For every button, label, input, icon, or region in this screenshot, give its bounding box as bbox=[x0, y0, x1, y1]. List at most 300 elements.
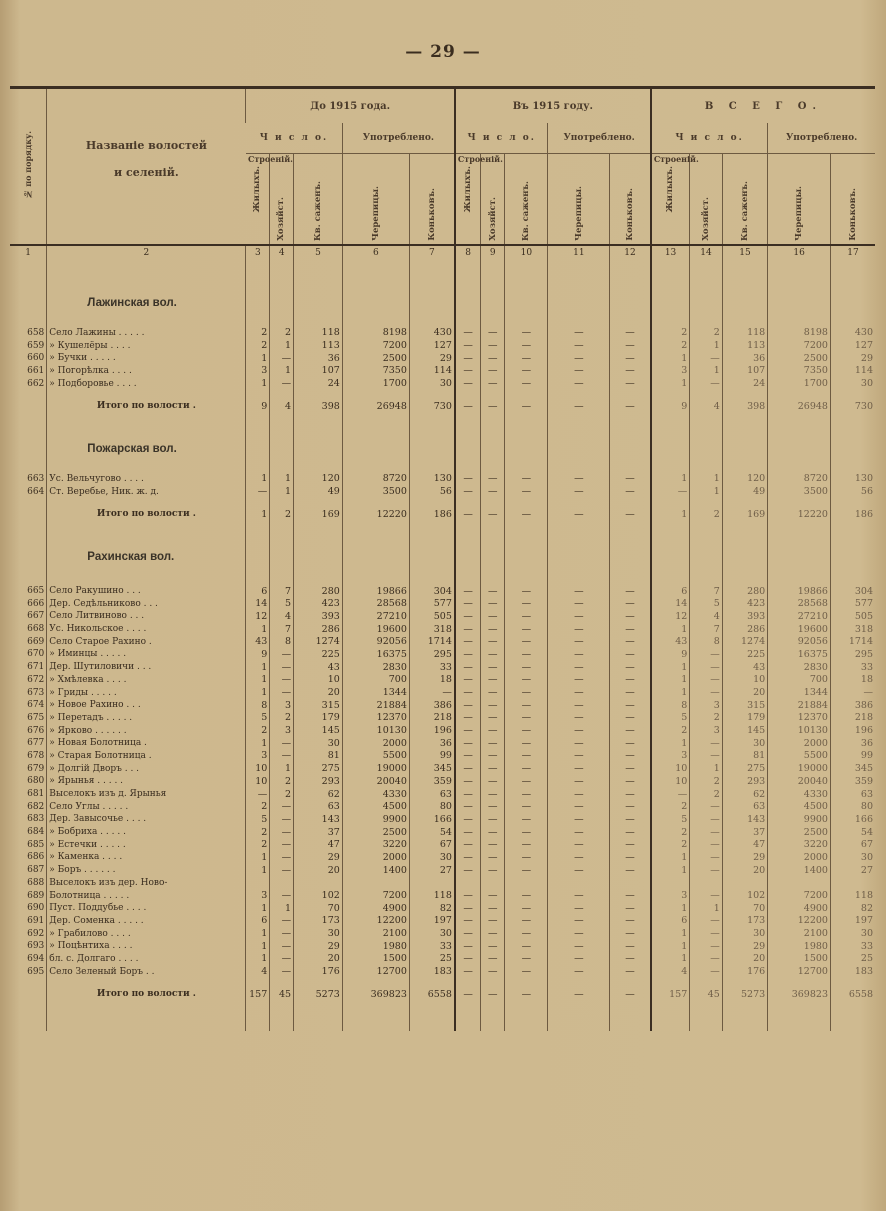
spacer-cell bbox=[270, 1001, 294, 1031]
empty-1915-cell: — bbox=[610, 686, 651, 699]
total-all: 9 bbox=[651, 400, 690, 413]
spacer-cell bbox=[409, 498, 455, 508]
empty-1915-cell: — bbox=[481, 940, 505, 953]
total-before-1915: 1 bbox=[246, 508, 270, 521]
value-total: 127 bbox=[830, 339, 875, 352]
empty-1915-cell: — bbox=[610, 473, 651, 486]
total-before-1915: 6558 bbox=[409, 988, 455, 1001]
empty-1915-cell: — bbox=[505, 737, 548, 750]
value-total: 107 bbox=[722, 365, 767, 378]
value-total: — bbox=[690, 953, 722, 966]
table-row bbox=[10, 585, 875, 598]
value-total: 197 bbox=[830, 915, 875, 928]
settlement-name: Выселокъ изъ д. Ярынья bbox=[47, 788, 246, 801]
empty-1915-cell: — bbox=[481, 508, 505, 521]
empty-1915-cell: — bbox=[548, 597, 610, 610]
value-total: 183 bbox=[830, 965, 875, 978]
header-index bbox=[10, 88, 47, 245]
empty-1915-cell: — bbox=[481, 648, 505, 661]
spacer-cell bbox=[270, 565, 294, 585]
total-all: 12220 bbox=[768, 508, 831, 521]
value-total: 176 bbox=[722, 965, 767, 978]
total-label: Итого по волости . bbox=[47, 988, 246, 1001]
value-total: 19000 bbox=[768, 762, 831, 775]
table-row bbox=[10, 915, 875, 928]
value-before-1915: 56 bbox=[409, 485, 455, 498]
value-total: — bbox=[690, 661, 722, 674]
spacer-cell bbox=[409, 390, 455, 400]
value-total: 20 bbox=[722, 686, 767, 699]
value-before-1915: — bbox=[270, 661, 294, 674]
total-all: 5273 bbox=[722, 988, 767, 1001]
spacer-cell bbox=[246, 1001, 270, 1031]
header-kv_sazhen-label-3: Кв. саженъ. bbox=[739, 180, 750, 241]
value-before-1915: 6 bbox=[246, 585, 270, 598]
header-cherepitsy-label-3: Черепицы. bbox=[793, 185, 804, 241]
spacer-cell bbox=[10, 413, 47, 441]
header-cherepitsy-label-1: Черепицы. bbox=[370, 185, 381, 241]
value-total: 4 bbox=[651, 965, 690, 978]
empty-1915-cell: — bbox=[481, 889, 505, 902]
value-before-1915: 197 bbox=[409, 915, 455, 928]
spacer-cell bbox=[342, 390, 409, 400]
value-before-1915: — bbox=[270, 965, 294, 978]
empty-1915-cell: — bbox=[505, 940, 548, 953]
spacer-cell bbox=[548, 565, 610, 585]
spacer-cell bbox=[722, 261, 767, 295]
spacer-cell bbox=[722, 549, 767, 565]
header-khozyaist-3 bbox=[690, 153, 722, 245]
spacer-cell bbox=[47, 521, 246, 549]
empty-1915-cell: — bbox=[481, 838, 505, 851]
spacer-cell bbox=[548, 549, 610, 565]
table-row bbox=[10, 485, 875, 498]
settlement-name: Выселокъ изъ дер. Ново- bbox=[47, 877, 246, 890]
row-index: 659 bbox=[27, 340, 45, 351]
value-total: — bbox=[690, 838, 722, 851]
spacer-cell bbox=[481, 295, 505, 311]
empty-1915-cell: — bbox=[455, 788, 481, 801]
spacer-cell bbox=[481, 1001, 505, 1031]
value-before-1915: 2830 bbox=[342, 661, 409, 674]
spacer-cell bbox=[610, 311, 651, 327]
value-total: 1980 bbox=[768, 940, 831, 953]
value-total: — bbox=[690, 648, 722, 661]
empty-1915-cell: — bbox=[505, 750, 548, 763]
spacer-cell bbox=[481, 521, 505, 549]
value-total: 19600 bbox=[768, 623, 831, 636]
row-index: 687 bbox=[27, 865, 45, 876]
empty-1915-cell: — bbox=[548, 864, 610, 877]
value-total: 27210 bbox=[768, 610, 831, 623]
total-before-1915: 4 bbox=[270, 400, 294, 413]
table-row bbox=[10, 648, 875, 661]
value-total: 5 bbox=[651, 712, 690, 725]
settlement-name: Болотница . . . . . bbox=[47, 889, 246, 902]
value-total: 1 bbox=[651, 864, 690, 877]
value-before-1915: 286 bbox=[294, 623, 343, 636]
settlement-name: » Естечки . . . . . bbox=[47, 838, 246, 851]
total-all: 26948 bbox=[768, 400, 831, 413]
value-before-1915: 1 bbox=[246, 473, 270, 486]
spacer-cell bbox=[47, 311, 246, 327]
empty-1915-cell: — bbox=[455, 724, 481, 737]
column-number: 2 bbox=[47, 245, 246, 261]
header-upotrebleno-2: Употреблено. bbox=[548, 123, 651, 153]
spacer-cell bbox=[455, 549, 481, 565]
table-row bbox=[10, 927, 875, 940]
empty-1915-cell: — bbox=[455, 902, 481, 915]
spacer-cell bbox=[10, 311, 47, 327]
value-before-1915: 30 bbox=[409, 927, 455, 940]
value-total: 1 bbox=[690, 339, 722, 352]
total-all: 730 bbox=[830, 400, 875, 413]
spacer-cell bbox=[294, 261, 343, 295]
empty-1915-cell: — bbox=[455, 635, 481, 648]
spacer-cell bbox=[47, 261, 246, 295]
spacer-cell bbox=[294, 498, 343, 508]
value-total: 4900 bbox=[768, 902, 831, 915]
spacer-cell bbox=[246, 498, 270, 508]
value-before-1915: 304 bbox=[409, 585, 455, 598]
value-total: 3 bbox=[690, 724, 722, 737]
empty-1915-cell: — bbox=[455, 838, 481, 851]
empty-1915-cell: — bbox=[505, 508, 548, 521]
spacer-cell bbox=[10, 1001, 47, 1031]
row-index: 663 bbox=[27, 473, 45, 484]
spacer-cell bbox=[610, 521, 651, 549]
empty-1915-cell: — bbox=[548, 826, 610, 839]
value-total: 30 bbox=[722, 737, 767, 750]
value-before-1915: 2000 bbox=[342, 737, 409, 750]
spacer-cell bbox=[246, 978, 270, 988]
spacer-cell bbox=[610, 441, 651, 457]
empty-1915-cell: — bbox=[548, 851, 610, 864]
value-total: 62 bbox=[722, 788, 767, 801]
header-zhilykh-label-1: Жилыхъ. bbox=[252, 165, 263, 213]
spacer-cell bbox=[481, 565, 505, 585]
value-before-1915: — bbox=[270, 800, 294, 813]
spacer-cell bbox=[455, 413, 481, 441]
spacer-cell bbox=[610, 549, 651, 565]
empty-1915-cell: — bbox=[548, 988, 610, 1001]
total-all: 4 bbox=[690, 400, 722, 413]
empty-1915-cell bbox=[505, 877, 548, 890]
total-before-1915: 398 bbox=[294, 400, 343, 413]
empty-1915-cell: — bbox=[455, 940, 481, 953]
spacer-cell bbox=[270, 295, 294, 311]
value-before-1915: 43 bbox=[294, 661, 343, 674]
value-total: — bbox=[690, 889, 722, 902]
settlement-name: Дер. Завысочье . . . . bbox=[47, 813, 246, 826]
value-total: 37 bbox=[722, 826, 767, 839]
empty-1915-cell: — bbox=[481, 750, 505, 763]
value-total: 2 bbox=[690, 788, 722, 801]
value-total: 7200 bbox=[768, 339, 831, 352]
value-before-1915: 9 bbox=[246, 648, 270, 661]
empty-1915-cell: — bbox=[455, 864, 481, 877]
spacer-cell bbox=[270, 498, 294, 508]
spacer-cell bbox=[409, 521, 455, 549]
value-total: 1274 bbox=[722, 635, 767, 648]
value-total: 6 bbox=[651, 585, 690, 598]
spacer-cell bbox=[651, 978, 690, 988]
empty-1915-cell: — bbox=[505, 585, 548, 598]
empty-1915-cell: — bbox=[455, 661, 481, 674]
value-total: 393 bbox=[722, 610, 767, 623]
spacer-cell bbox=[270, 390, 294, 400]
value-total: 3 bbox=[651, 889, 690, 902]
spacer-cell bbox=[722, 498, 767, 508]
table-row bbox=[10, 864, 875, 877]
empty-1915-cell: — bbox=[481, 737, 505, 750]
value-before-1915: 2 bbox=[246, 826, 270, 839]
value-before-1915: 8 bbox=[270, 635, 294, 648]
settlement-name: » Долгій Дворъ . . . bbox=[47, 762, 246, 775]
spacer-cell bbox=[768, 978, 831, 988]
value-before-1915: 118 bbox=[294, 327, 343, 340]
spacer-cell bbox=[294, 565, 343, 585]
value-total: 12700 bbox=[768, 965, 831, 978]
value-before-1915: 218 bbox=[409, 712, 455, 725]
value-total: 315 bbox=[722, 699, 767, 712]
empty-1915-cell: — bbox=[548, 800, 610, 813]
empty-1915-cell: — bbox=[548, 762, 610, 775]
empty-1915-cell: — bbox=[548, 889, 610, 902]
header-konkov-1 bbox=[409, 153, 455, 245]
empty-1915-cell: — bbox=[455, 610, 481, 623]
value-total: 36 bbox=[830, 737, 875, 750]
value-before-1915: — bbox=[270, 864, 294, 877]
empty-1915-cell: — bbox=[548, 352, 610, 365]
value-before-1915: 2 bbox=[270, 788, 294, 801]
settlement-name: » Поцѣнтиха . . . . bbox=[47, 940, 246, 953]
empty-1915-cell: — bbox=[455, 965, 481, 978]
value-before-1915: 8 bbox=[246, 699, 270, 712]
empty-1915-cell: — bbox=[455, 473, 481, 486]
spacer-cell bbox=[651, 565, 690, 585]
value-before-1915: 20 bbox=[294, 686, 343, 699]
value-before-1915: 28568 bbox=[342, 597, 409, 610]
empty-1915-cell: — bbox=[505, 953, 548, 966]
header-kv_sazhen-label-1: Кв. саженъ. bbox=[312, 180, 323, 241]
value-before-1915: 113 bbox=[294, 339, 343, 352]
value-before-1915: 14 bbox=[246, 597, 270, 610]
empty-1915-cell: — bbox=[505, 927, 548, 940]
value-before-1915: 2500 bbox=[342, 352, 409, 365]
header-zhilykh-label-2: Жилыхъ. bbox=[462, 165, 473, 213]
value-before-1915: 18 bbox=[409, 674, 455, 687]
value-total: — bbox=[690, 826, 722, 839]
total-label: Итого по волости . bbox=[47, 508, 246, 521]
value-total: 8 bbox=[690, 635, 722, 648]
spacer-cell bbox=[294, 441, 343, 457]
empty-1915-cell: — bbox=[548, 902, 610, 915]
spacer-cell bbox=[690, 295, 722, 311]
value-total: 225 bbox=[722, 648, 767, 661]
value-before-1915: 1 bbox=[246, 623, 270, 636]
value-total: 275 bbox=[722, 762, 767, 775]
table-row bbox=[10, 327, 875, 340]
value-total: 2 bbox=[651, 339, 690, 352]
value-total: 2500 bbox=[768, 826, 831, 839]
empty-1915-cell: — bbox=[548, 485, 610, 498]
empty-1915-cell: — bbox=[505, 775, 548, 788]
row-index: 668 bbox=[27, 624, 45, 635]
spacer-cell bbox=[768, 390, 831, 400]
value-total: 3220 bbox=[768, 838, 831, 851]
value-before-1915: 20 bbox=[294, 864, 343, 877]
value-total: 33 bbox=[830, 940, 875, 953]
spacer-cell bbox=[294, 295, 343, 311]
value-before-1915: 4900 bbox=[342, 902, 409, 915]
empty-1915-cell: — bbox=[455, 988, 481, 1001]
value-before-1915: 315 bbox=[294, 699, 343, 712]
empty-1915-cell: — bbox=[481, 724, 505, 737]
spacer-cell bbox=[548, 978, 610, 988]
value-total: 1714 bbox=[830, 635, 875, 648]
row-index: 688 bbox=[27, 877, 45, 888]
value-total: 10 bbox=[651, 762, 690, 775]
empty-1915-cell: — bbox=[505, 473, 548, 486]
value-before-1915: — bbox=[270, 737, 294, 750]
total-before-1915: 9 bbox=[246, 400, 270, 413]
spacer-cell bbox=[10, 549, 47, 565]
value-before-1915: 12200 bbox=[342, 915, 409, 928]
total-row bbox=[10, 400, 875, 413]
settlement-name: » Новая Болотница . bbox=[47, 737, 246, 750]
empty-1915-cell: — bbox=[505, 674, 548, 687]
value-before-1915: 1 bbox=[246, 737, 270, 750]
empty-1915-cell: — bbox=[548, 686, 610, 699]
value-total: 7 bbox=[690, 585, 722, 598]
empty-1915-cell: — bbox=[455, 400, 481, 413]
spacer-cell bbox=[722, 311, 767, 327]
table-row bbox=[10, 674, 875, 687]
empty-1915-cell: — bbox=[548, 508, 610, 521]
table-row bbox=[10, 788, 875, 801]
spacer-cell bbox=[722, 521, 767, 549]
value-before-1915: 293 bbox=[294, 775, 343, 788]
value-total: — bbox=[651, 788, 690, 801]
spacer-cell bbox=[548, 261, 610, 295]
value-total: 10 bbox=[651, 775, 690, 788]
volost-title: Рахинская вол. bbox=[47, 549, 246, 565]
value-before-1915: 1 bbox=[270, 365, 294, 378]
total-all: 186 bbox=[830, 508, 875, 521]
spacer-cell bbox=[10, 521, 47, 549]
total-all: 6558 bbox=[830, 988, 875, 1001]
value-before-1915: 29 bbox=[294, 940, 343, 953]
value-before-1915: 27210 bbox=[342, 610, 409, 623]
row-index: 669 bbox=[27, 636, 45, 647]
spacer-cell bbox=[505, 390, 548, 400]
value-total: 386 bbox=[830, 699, 875, 712]
spacer-cell bbox=[246, 441, 270, 457]
value-before-1915: 1 bbox=[246, 864, 270, 877]
value-total bbox=[768, 877, 831, 890]
row-index: 672 bbox=[27, 674, 45, 685]
value-before-1915: 30 bbox=[409, 377, 455, 390]
value-before-1915: 82 bbox=[409, 902, 455, 915]
value-before-1915: 1 bbox=[246, 686, 270, 699]
value-total: 1 bbox=[651, 737, 690, 750]
spacer-cell bbox=[270, 413, 294, 441]
value-total: 1 bbox=[651, 623, 690, 636]
value-before-1915: 114 bbox=[409, 365, 455, 378]
value-before-1915: 7200 bbox=[342, 889, 409, 902]
value-before-1915: — bbox=[270, 648, 294, 661]
spacer-cell bbox=[294, 311, 343, 327]
empty-1915-cell: — bbox=[548, 838, 610, 851]
value-before-1915: 1 bbox=[246, 661, 270, 674]
empty-1915-cell: — bbox=[455, 762, 481, 775]
total-before-1915: 5273 bbox=[294, 988, 343, 1001]
value-total: 28568 bbox=[768, 597, 831, 610]
value-total: 143 bbox=[722, 813, 767, 826]
spacer-cell bbox=[548, 457, 610, 473]
value-before-1915: 63 bbox=[409, 788, 455, 801]
empty-1915-cell: — bbox=[481, 585, 505, 598]
spacer-cell bbox=[548, 311, 610, 327]
empty-1915-cell: — bbox=[548, 473, 610, 486]
spacer-cell bbox=[294, 390, 343, 400]
empty-1915-cell: — bbox=[505, 623, 548, 636]
value-before-1915: 2 bbox=[246, 724, 270, 737]
value-total: — bbox=[690, 800, 722, 813]
column-number: 7 bbox=[409, 245, 455, 261]
header-zhilykh-label-3: Жилыхъ. bbox=[665, 165, 676, 213]
row-index: 692 bbox=[27, 928, 45, 939]
settlement-name: Село Лажины . . . . . bbox=[47, 327, 246, 340]
value-before-1915 bbox=[409, 877, 455, 890]
spacer-cell bbox=[830, 413, 875, 441]
value-total: 2 bbox=[651, 327, 690, 340]
value-before-1915: 7 bbox=[270, 585, 294, 598]
value-before-1915: 166 bbox=[409, 813, 455, 826]
value-total: 1 bbox=[690, 473, 722, 486]
total-before-1915: 12220 bbox=[342, 508, 409, 521]
value-before-1915: — bbox=[270, 953, 294, 966]
empty-1915-cell: — bbox=[481, 864, 505, 877]
empty-1915-cell: — bbox=[548, 327, 610, 340]
table-row bbox=[10, 750, 875, 763]
spacer-cell bbox=[505, 413, 548, 441]
value-total: — bbox=[690, 965, 722, 978]
value-before-1915: 1 bbox=[270, 485, 294, 498]
empty-1915-cell: — bbox=[610, 889, 651, 902]
empty-1915-cell: — bbox=[548, 953, 610, 966]
empty-1915-cell: — bbox=[455, 377, 481, 390]
spacer-cell bbox=[294, 549, 343, 565]
empty-1915-cell: — bbox=[548, 623, 610, 636]
spacer-cell bbox=[270, 457, 294, 473]
value-before-1915 bbox=[246, 877, 270, 890]
value-total: 12200 bbox=[768, 915, 831, 928]
value-total: 56 bbox=[830, 485, 875, 498]
header-konkov-label-3: Коньковъ. bbox=[847, 187, 858, 241]
empty-1915-cell bbox=[548, 877, 610, 890]
settlement-name: » Бучки . . . . . bbox=[47, 352, 246, 365]
spacer-cell bbox=[294, 457, 343, 473]
empty-1915-cell bbox=[455, 877, 481, 890]
value-total: 3 bbox=[651, 750, 690, 763]
settlement-name: бл. с. Долгаго . . . . bbox=[47, 953, 246, 966]
header-kv_sazhen-3 bbox=[722, 153, 767, 245]
empty-1915-cell: — bbox=[610, 902, 651, 915]
settlement-name: » Перетадъ . . . . . bbox=[47, 712, 246, 725]
value-total: 20040 bbox=[768, 775, 831, 788]
